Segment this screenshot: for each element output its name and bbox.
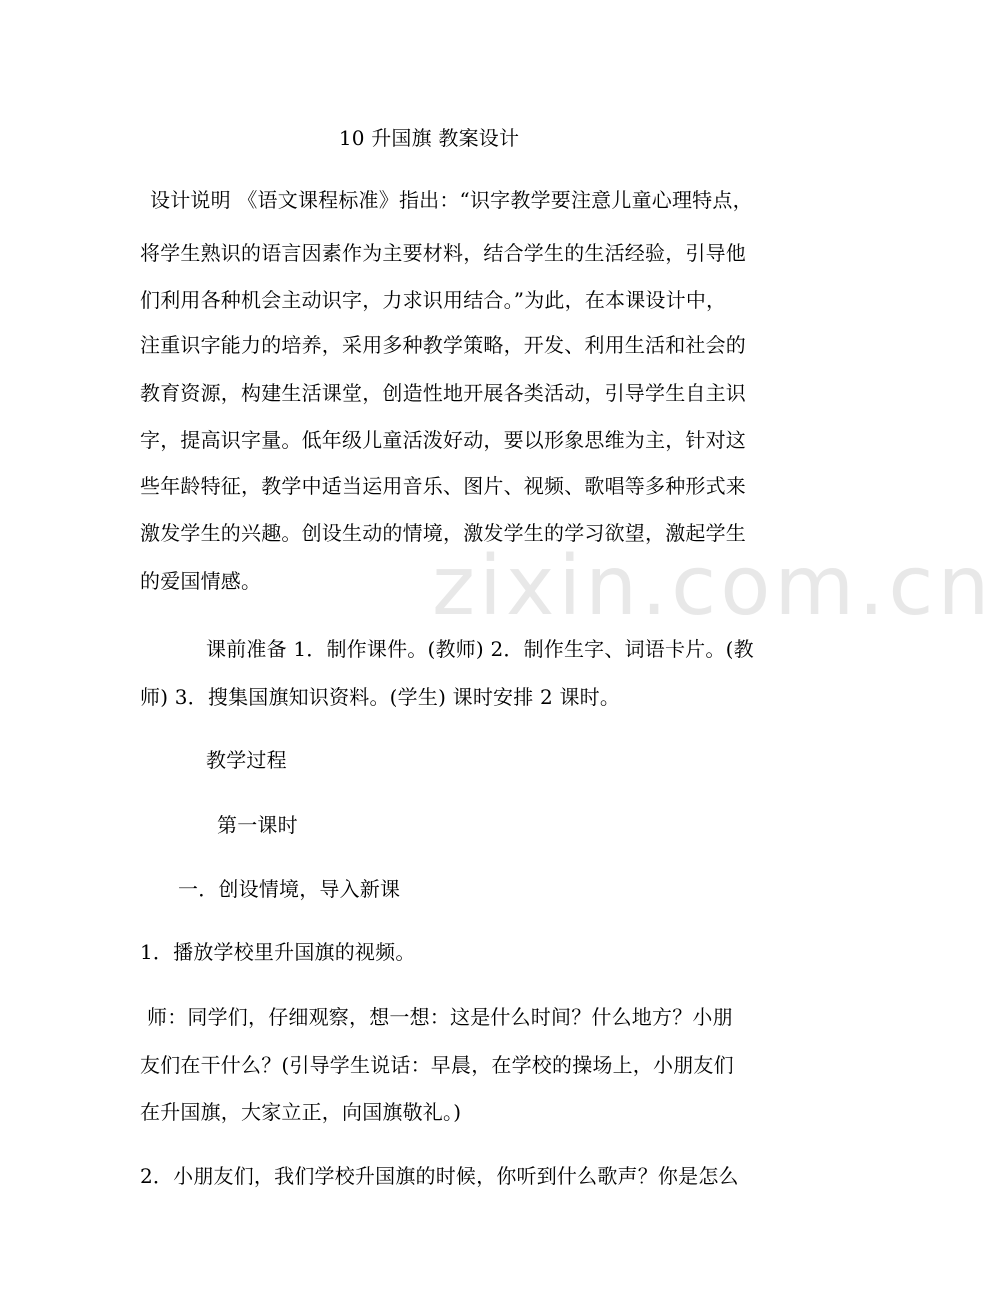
preparation-line: 课前准备 1．制作课件。(教师) 2．制作生字、词语卡片。(教 xyxy=(206,637,754,661)
list-item: 1．播放学校里升国旗的视频。 xyxy=(140,940,416,964)
lesson-heading: 第一课时 xyxy=(217,813,298,837)
design-note-line: 字，提高识字量。低年级儿童活泼好动，要以形象思维为主，针对这 xyxy=(140,428,746,452)
teacher-line: 师：同学们，仔细观察，想一想：这是什么时间？什么地方？小朋 xyxy=(147,1005,733,1029)
design-note-line: 设计说明 《语文课程标准》指出：“识字教学要注意儿童心理特点， xyxy=(150,188,753,212)
design-note-line: 们利用各种机会主动识字，力求识用结合。”为此，在本课设计中， xyxy=(140,288,727,312)
design-note-line: 的爱国情感。 xyxy=(140,569,262,593)
design-note-line: 注重识字能力的培养，采用多种教学策略，开发、利用生活和社会的 xyxy=(140,333,746,357)
design-note-line: 些年龄特征，教学中适当运用音乐、图片、视频、歌唱等多种形式来 xyxy=(140,474,746,498)
preparation-line: 师) 3．搜集国旗知识资料。(学生) 课时安排 2 课时。 xyxy=(140,685,621,709)
teacher-line: 在升国旗，大家立正，向国旗敬礼。) xyxy=(140,1100,462,1124)
teacher-line: 友们在干什么？(引导学生说话：早晨，在学校的操场上，小朋友们 xyxy=(140,1053,734,1077)
document-title: 10 升国旗 教案设计 xyxy=(338,126,520,150)
step-one-heading: 一．创设情境，导入新课 xyxy=(178,877,401,901)
watermark: zixin.com.cn xyxy=(432,539,993,634)
list-item: 2．小朋友们，我们学校升国旗的时候，你听到什么歌声？你是怎么 xyxy=(140,1164,739,1188)
process-heading: 教学过程 xyxy=(206,748,287,772)
design-note-line: 激发学生的兴趣。创设生动的情境，激发学生的学习欲望，激起学生 xyxy=(140,521,746,545)
design-note-line: 教育资源，构建生活课堂，创造性地开展各类活动，引导学生自主识 xyxy=(140,381,746,405)
design-note-line: 将学生熟识的语言因素作为主要材料，结合学生的生活经验，引导他 xyxy=(140,241,746,265)
